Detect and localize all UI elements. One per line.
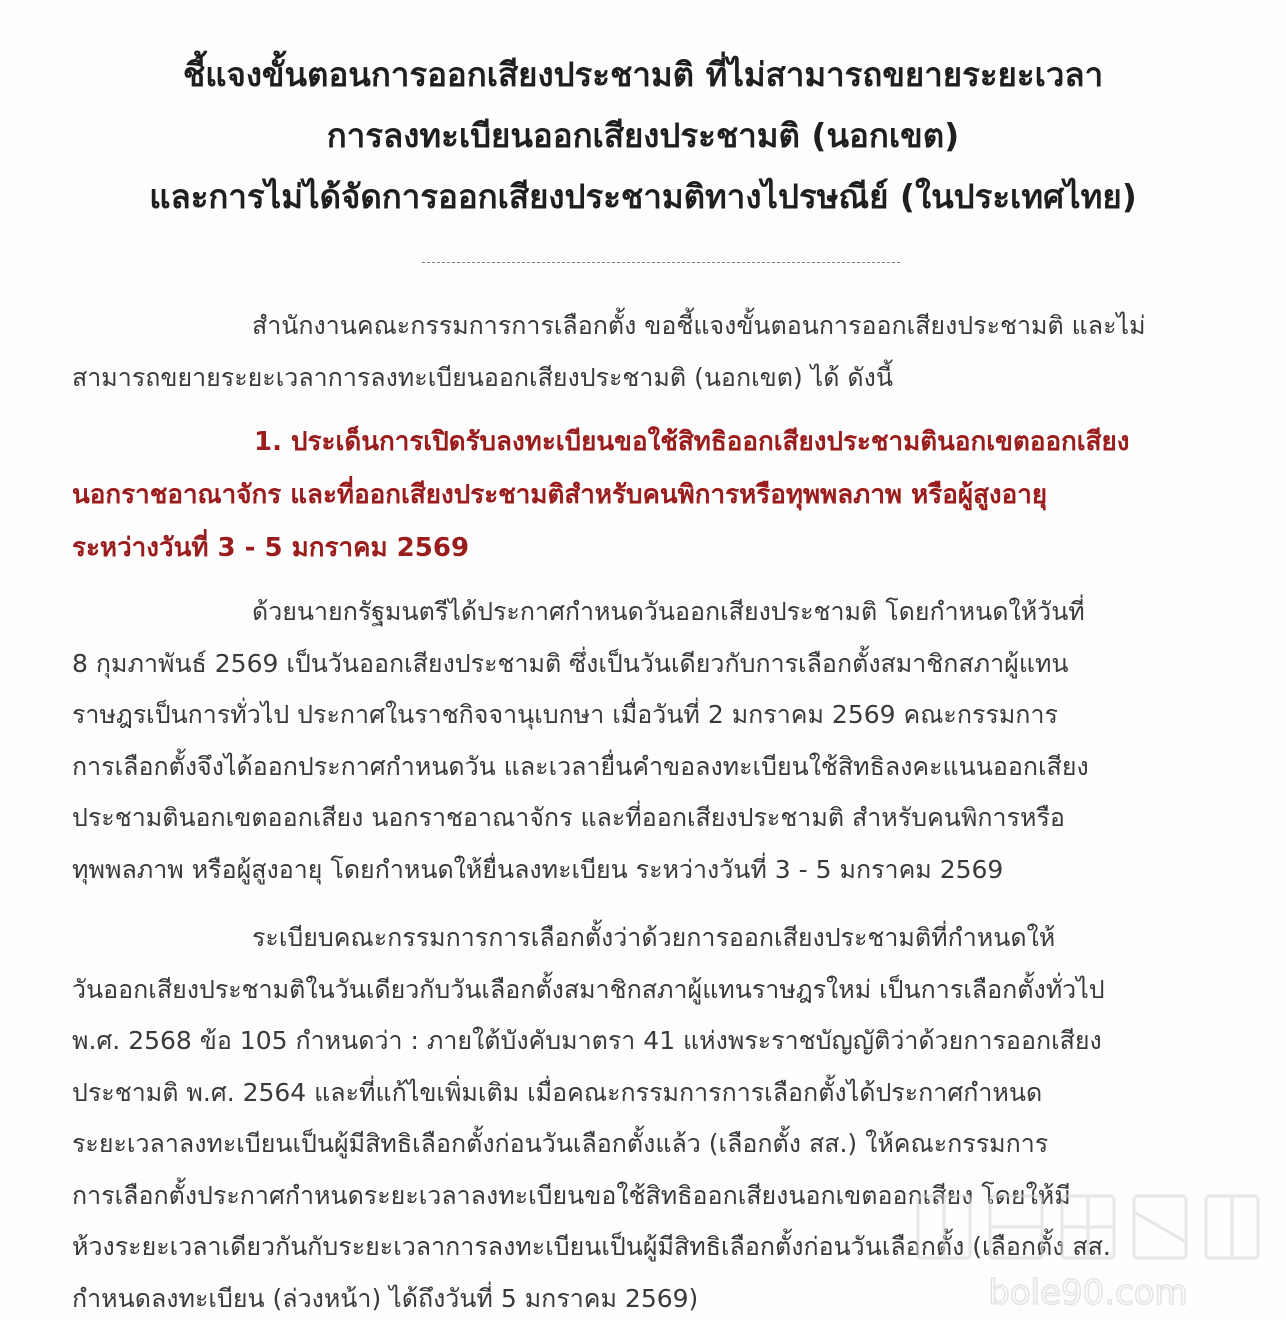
site-watermark xyxy=(898,1186,1278,1316)
section-heading-line: ระหว่างวันที่ 3 - 5 มกราคม 2569 xyxy=(72,522,1248,575)
section-1-heading xyxy=(72,416,1248,575)
paragraph-line: ห้วงระยะเวลาเดียวกันกับระยะเวลาการลงทะเบียนเป็นผู้มีสิทธิเลือกตั้งก่อนวันเลือกตั้ง (เลือกตั้ง สส. xyxy=(72,1221,1248,1273)
paragraph-announcement xyxy=(72,586,1248,895)
paragraph-line: พ.ศ. 2568 ข้อ 105 กำหนดว่า : ภายใต้บังคับมาตรา 41 แห่งพระราชบัญญัติว่าด้วยการออกเสียง xyxy=(72,1015,1248,1067)
title-line-3: และการไม่ได้จัดการออกเสียงประชามติทางไปรษณีย์ (ในประเทศไทย) xyxy=(60,166,1226,227)
watermark-text: bole90.com xyxy=(988,1273,1187,1313)
intro-paragraph xyxy=(72,300,1248,403)
paragraph-line: ราษฎรเป็นการทั่วไป ประกาศในราชกิจจานุเบกษา เมื่อวันที่ 2 มกราคม 2569 คณะกรรมการ xyxy=(72,689,1248,741)
document-title xyxy=(60,44,1226,227)
paragraph-line: ระยะเวลาลงทะเบียนเป็นผู้มีสิทธิเลือกตั้งก่อนวันเลือกตั้งแล้ว (เลือกตั้ง สส.) ให้คณะกรรมการ xyxy=(72,1118,1248,1170)
paragraph-line: ประชามตินอกเขตออกเสียง นอกราชอาณาจักร และที่ออกเสียงประชามติ สำหรับคนพิการหรือ xyxy=(72,792,1248,844)
paragraph-line: ประชามติ พ.ศ. 2564 และที่แก้ไขเพิ่มเติม เมื่อคณะกรรมการการเลือกตั้งได้ประกาศกำหนด xyxy=(72,1067,1248,1119)
paragraph-line: 8 กุมภาพันธ์ 2569 เป็นวันออกเสียงประชามติ ซึ่งเป็นวันเดียวกับการเลือกตั้งสมาชิกสภาผู้แทน xyxy=(72,638,1248,690)
paragraph-line: กำหนดลงทะเบียน (ล่วงหน้า) ได้ถึงวันที่ 5 มกราคม 2569) xyxy=(72,1273,1248,1324)
title-line-2: การลงทะเบียนออกเสียงประชามติ (นอกเขต) xyxy=(60,105,1226,166)
paragraph-line: วันออกเสียงประชามติในวันเดียวกับวันเลือกตั้งสมาชิกสภาผู้แทนราษฎรใหม่ เป็นการเลือกตั้งทั่วไป xyxy=(72,964,1248,1016)
paragraph-line: ระเบียบคณะกรรมการการเลือกตั้งว่าด้วยการออกเสียงประชามติที่กำหนดให้ xyxy=(72,912,1248,964)
title-line-1: ชี้แจงขั้นตอนการออกเสียงประชามติ ที่ไม่สามารถขยายระยะเวลา xyxy=(60,44,1226,105)
paragraph-line: ทุพพลภาพ หรือผู้สูงอายุ โดยกำหนดให้ยื่นลงทะเบียน ระหว่างวันที่ 3 - 5 มกราคม 2569 xyxy=(72,844,1248,896)
intro-line: สำนักงานคณะกรรมการการเลือกตั้ง ขอชี้แจงขั้นตอนการออกเสียงประชามติ และไม่ xyxy=(72,300,1248,352)
intro-line: สามารถขยายระยะเวลาการลงทะเบียนออกเสียงประชามติ (นอกเขต) ได้ ดังนี้ xyxy=(72,352,1248,404)
paragraph-line: ด้วยนายกรัฐมนตรีได้ประกาศกำหนดวันออกเสียงประชามติ โดยกำหนดให้วันที่ xyxy=(72,586,1248,638)
section-heading-line: นอกราชอาณาจักร และที่ออกเสียงประชามติสำหรับคนพิการหรือทุพพลภาพ หรือผู้สูงอายุ xyxy=(72,469,1248,522)
dashed-divider xyxy=(422,262,900,263)
paragraph-line: การเลือกตั้งประกาศกำหนดระยะเวลาลงทะเบียนขอใช้สิทธิออกเสียงนอกเขตออกเสียง โดยให้มี xyxy=(72,1170,1248,1222)
paragraph-line: การเลือกตั้งจึงได้ออกประกาศกำหนดวัน และเวลายื่นคำขอลงทะเบียนใช้สิทธิลงคะแนนออกเสียง xyxy=(72,741,1248,793)
section-heading-line: 1. ประเด็นการเปิดรับลงทะเบียนขอใช้สิทธิออกเสียงประชามตินอกเขตออกเสียง xyxy=(72,416,1248,469)
